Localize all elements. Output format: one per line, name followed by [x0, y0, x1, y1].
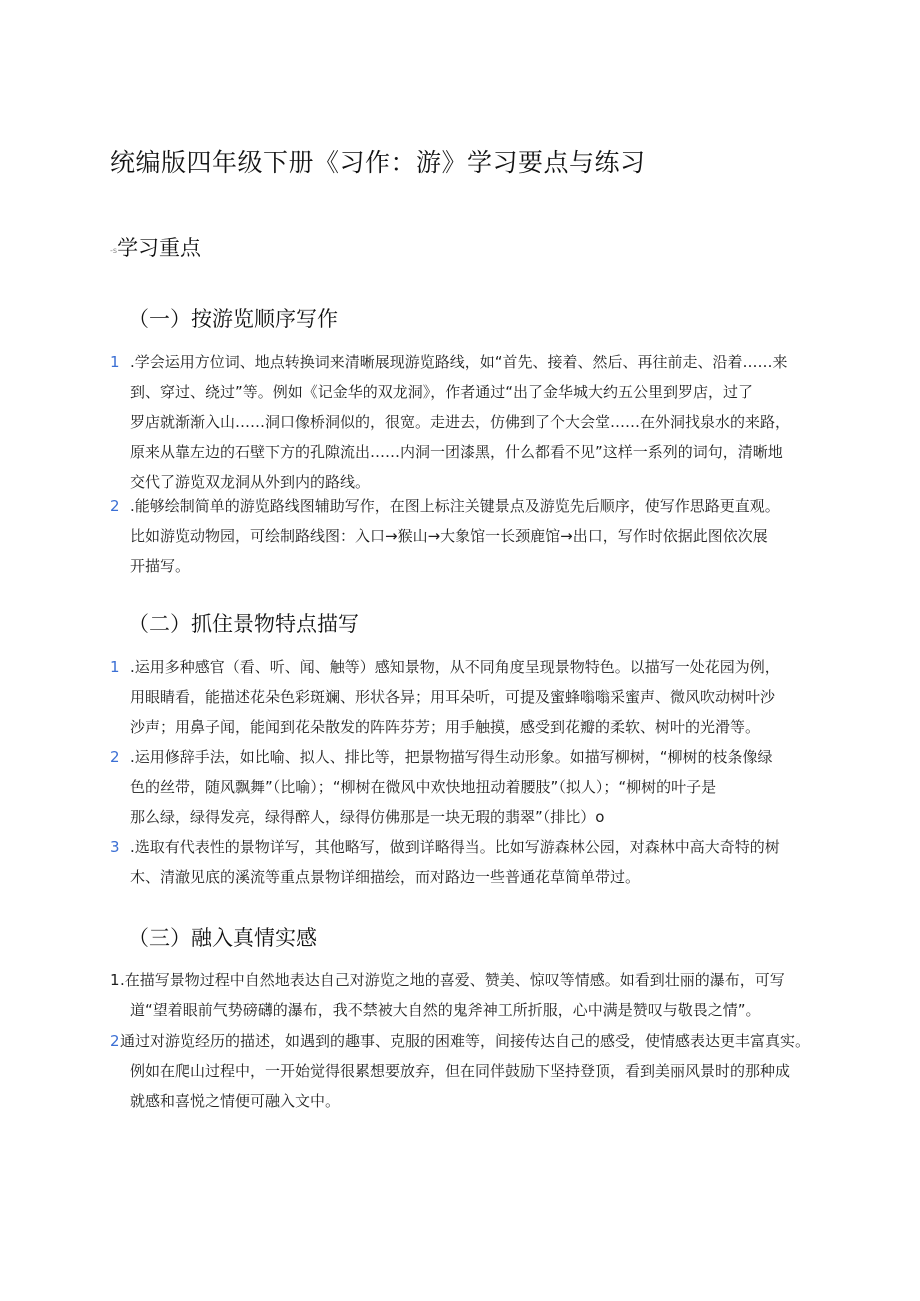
- list-item: [110, 491, 810, 581]
- list-line: .在描写景物过程中自然地表达自己对游览之地的喜爱、赞美、惊叹等情感。如看到壮丽的瀑布，可写: [120, 971, 785, 989]
- section-heading: [110, 232, 201, 262]
- list-line: .运用多种感官（看、听、闻、触等）感知景物，从不同角度呈现景物特色。以描写一处花园为例，: [130, 658, 780, 676]
- list-item: [110, 742, 810, 832]
- list-line: 道“望着眼前气势磅礴的瀑布，我不禁被大自然的鬼斧神工所折服，心中满是赞叹与敬畏之情”。: [130, 1001, 761, 1019]
- list-number: 2: [110, 748, 120, 766]
- list-line: 交代了游览双龙洞从外到内的路线。: [130, 473, 371, 491]
- list-number: 2: [110, 497, 120, 515]
- list-line: 通过对游览经历的描述，如遇到的趣事、克服的困难等，间接传达自己的感受，使情感表达更丰富真实。: [120, 1032, 811, 1050]
- list-line: .选取有代表性的景物详写，其他略写，做到详略得当。比如写游森林公园，对森林中高大奇特的树: [130, 838, 780, 856]
- list-number: 2: [110, 1032, 120, 1050]
- list-line: 就感和喜悦之情便可融入文中。: [130, 1092, 341, 1110]
- list-line: .能够绘制简单的游览路线图辅助写作，在图上标注关键景点及游览先后顺序，使写作思路更直观。: [130, 497, 780, 515]
- section-heading-text: 学习重点: [117, 236, 202, 260]
- list-line: 沙声；用鼻子闻，能闻到花朵散发的阵阵芬芳；用手触摸，感受到花瓣的柔软、树叶的光滑等。: [130, 718, 761, 736]
- list-number: 1: [110, 971, 120, 989]
- list-line: 罗店就渐渐入山……洞口像桥洞似的，很宽。走进去，仿佛到了个大会堂……在外洞找泉水的来路，: [130, 413, 791, 431]
- list-line: 例如在爬山过程中，一开始觉得很累想要放弃，但在同伴鼓励下坚持登顶，看到美丽风景时的那种成: [130, 1062, 791, 1080]
- list-item: [110, 1026, 810, 1116]
- list-line: 开描写。: [130, 557, 191, 575]
- list-line: 原来从靠左边的石壁下方的孔隙流出……内洞一团漆黑，什么都看不见”这样一系列的词句，清晰地: [130, 443, 783, 461]
- list-item: [110, 347, 810, 497]
- list-number: 1: [110, 353, 120, 371]
- list-item: [110, 832, 810, 892]
- list-line: 用眼睛看，能描述花朵色彩斑斓、形状各异；用耳朵听，可提及蜜蜂嗡嗡采蜜声、微风吹动树叶沙: [130, 688, 776, 706]
- page-title: 统编版四年级下册《习作：游》学习要点与练习: [110, 148, 646, 177]
- subheading-emotion: （三）融入真情实感: [128, 926, 317, 950]
- section-mark: -s: [110, 246, 118, 255]
- subheading-features: （二）抓住景物特点描写: [128, 612, 359, 636]
- list-line: 那么绿，绿得发亮，绿得醉人，绿得仿佛那是一块无瑕的翡翠”（排比）o: [130, 808, 605, 826]
- list-line: .运用修辞手法，如比喻、拟人、排比等，把景物描写得生动形象。如描写柳树，“柳树的枝条像绿: [130, 748, 773, 766]
- list-line: .学会运用方位词、地点转换词来清晰展现游览路线，如“首先、接着、然后、再往前走、沿着……来: [130, 353, 788, 371]
- list-number: 1: [110, 658, 120, 676]
- list-line: 木、清澈见底的溪流等重点景物详细描绘，而对路边一些普通花草简单带过。: [130, 868, 641, 886]
- subheading-order: （一）按游览顺序写作: [128, 307, 338, 331]
- list-line: 色的丝带，随风飘舞”（比喻）；“柳树在微风中欢快地扭动着腰肢”（拟人）；“柳树的叶子是: [130, 778, 717, 796]
- list-number: 3: [110, 838, 120, 856]
- list-line: 到、穿过、绕过”等。例如《记金华的双龙洞》，作者通过“出了金华城大约五公里到罗店，过了: [130, 383, 754, 401]
- list-line: 比如游览动物园，可绘制路线图：入口→猴山→大象馆一长颈鹿馆→出口，写作时依据此图依次展: [130, 527, 768, 545]
- list-item: [110, 652, 810, 742]
- list-item: [110, 965, 810, 1025]
